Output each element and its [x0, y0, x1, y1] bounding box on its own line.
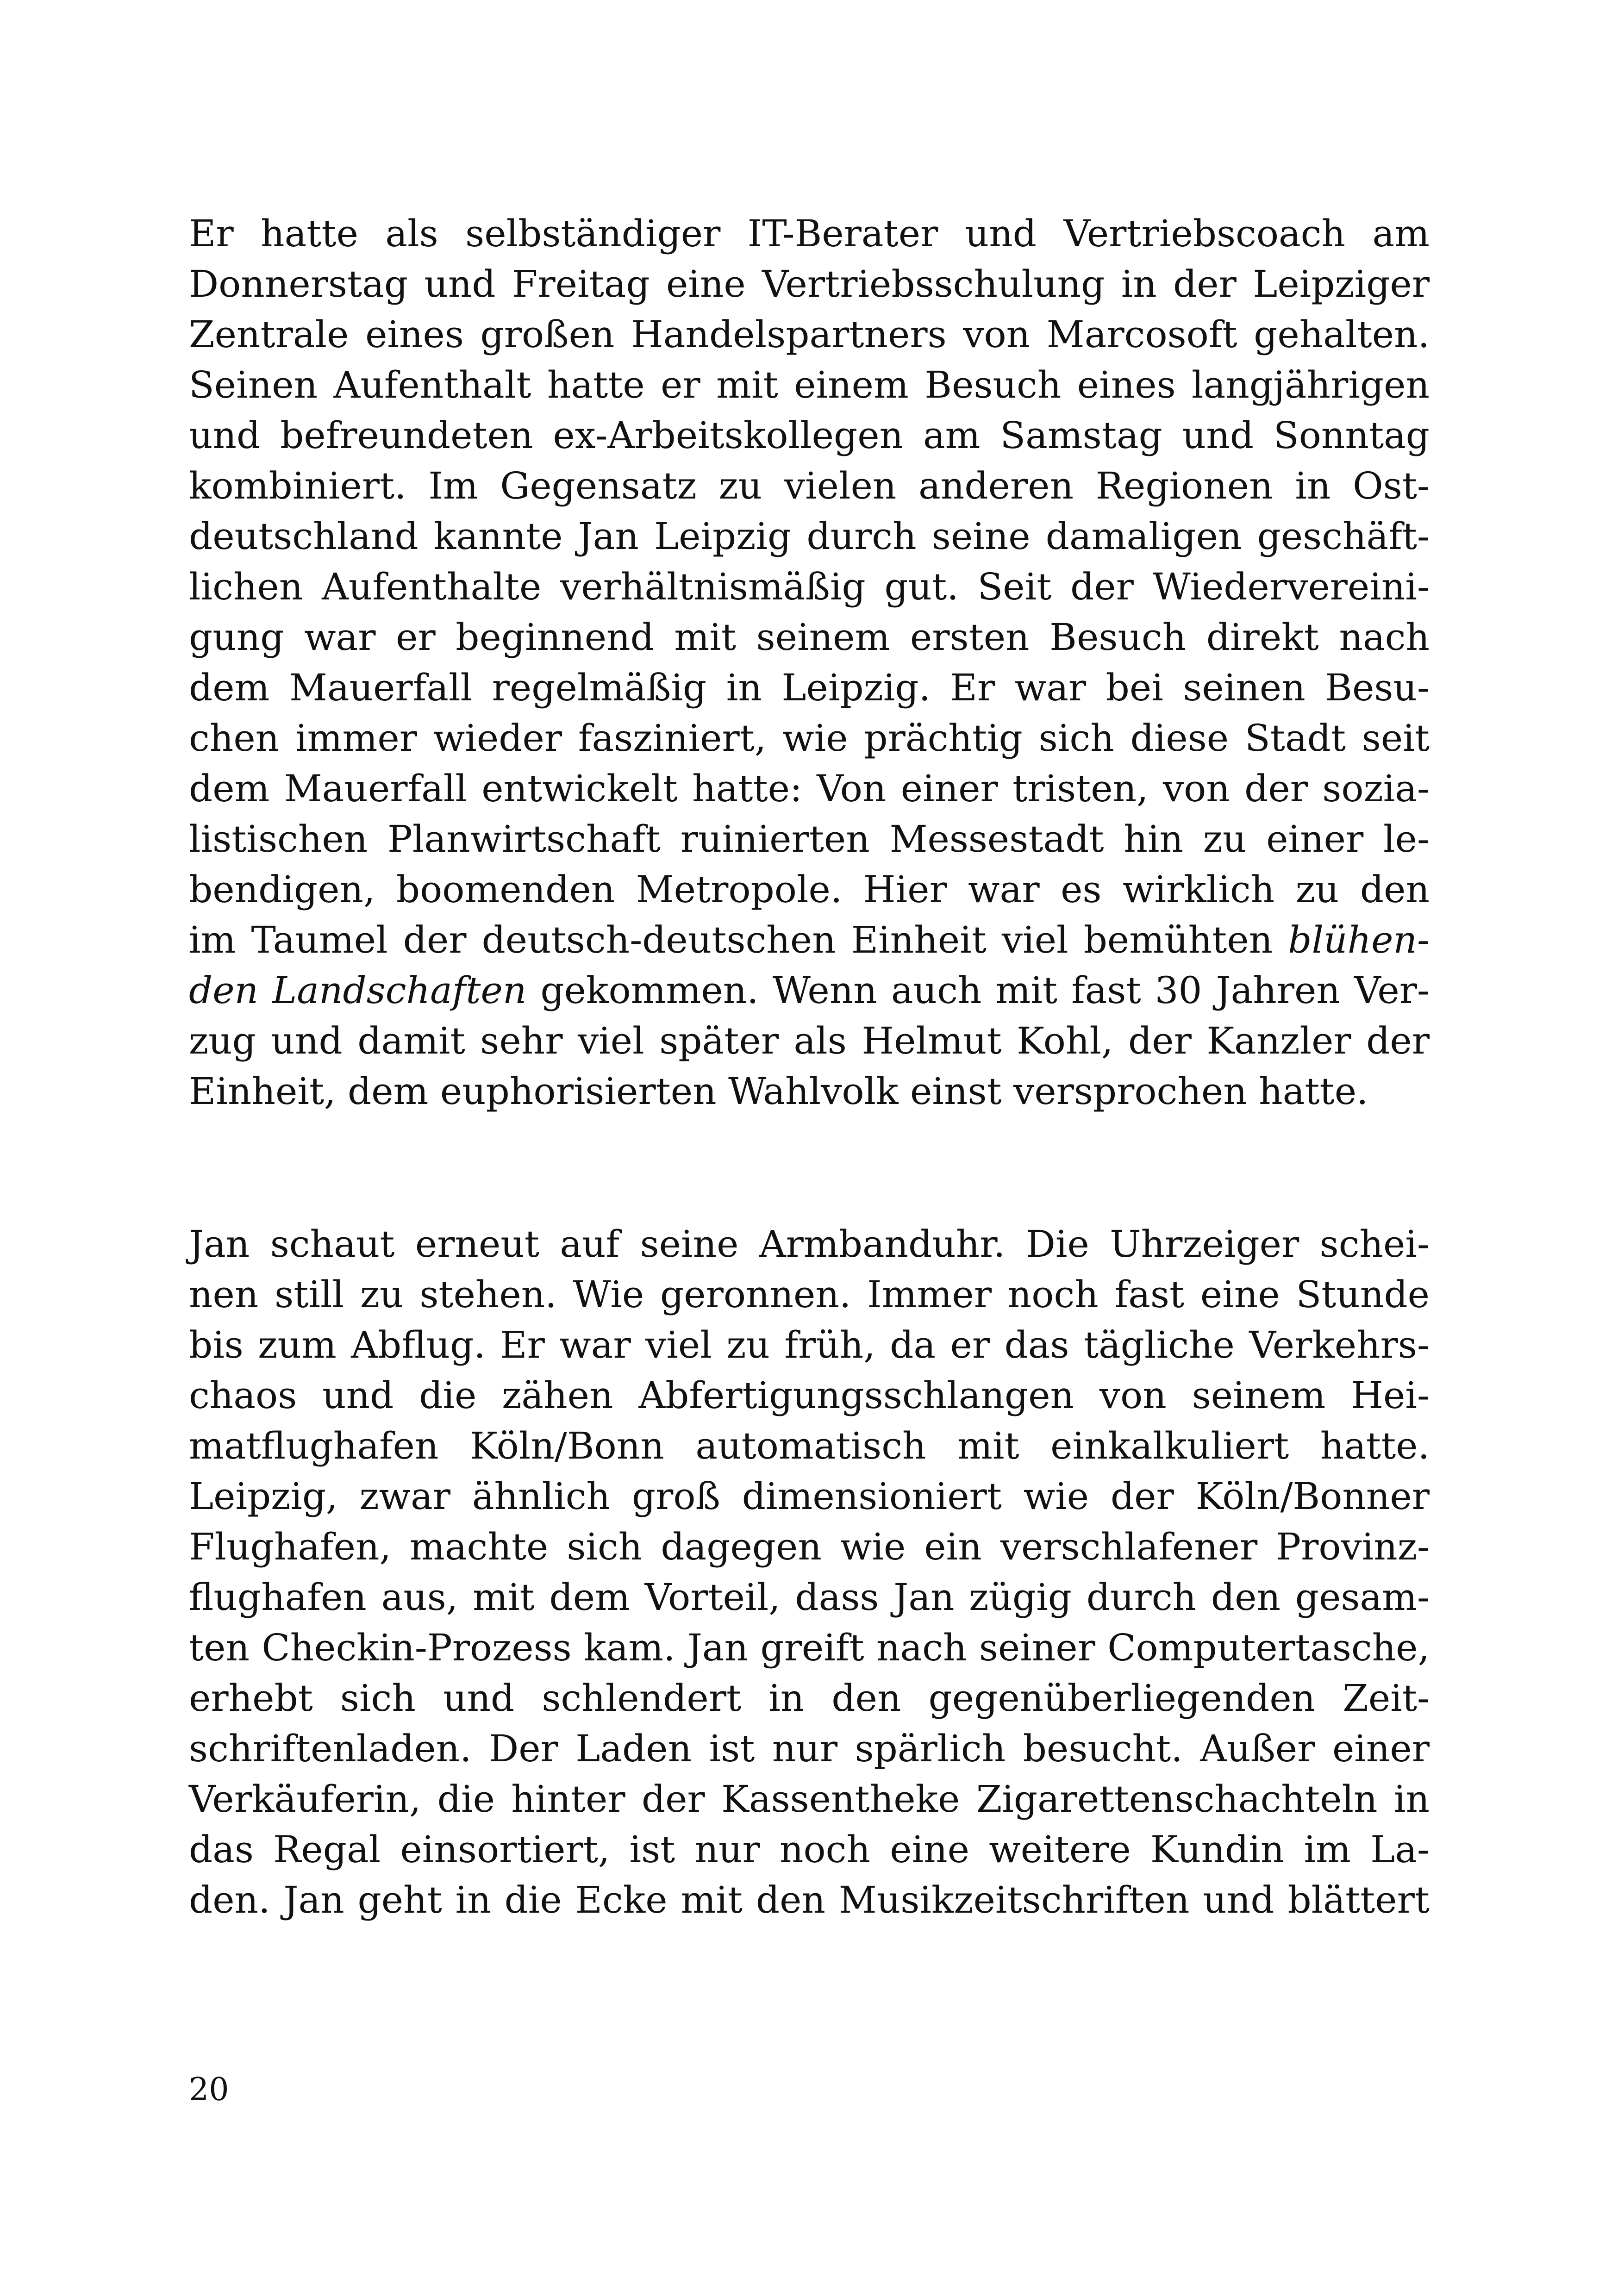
- text-line: [189, 1016, 1430, 1066]
- text-line: [189, 461, 1430, 511]
- text-line: [189, 1320, 1430, 1370]
- text-line: [189, 713, 1430, 763]
- text-segment: bendigen, boomenden Metropole. Hier war es wirklich zu den: [189, 868, 1430, 911]
- text-segment: den. Jan geht in die Ecke mit den Musikzeitschriften und blättert: [189, 1878, 1430, 1921]
- text-line: [189, 864, 1430, 915]
- text-line: [189, 259, 1430, 309]
- text-segment: gekommen. Wenn auch mit fast 30 Jahren Ver-: [526, 969, 1430, 1012]
- text-line: [189, 1824, 1430, 1875]
- text-segment: ten Checkin-Prozess kam. Jan greift nach seiner Computertasche,: [189, 1626, 1430, 1669]
- italic-text: blühen-: [1288, 918, 1430, 961]
- text-line: [189, 208, 1430, 259]
- text-line: [189, 561, 1430, 612]
- text-line: [189, 309, 1430, 360]
- text-segment: gung war er beginnend mit seinem ersten Besuch direkt nach: [189, 616, 1430, 659]
- text-segment: das Regal einsortiert, ist nur noch eine weitere Kundin im La-: [189, 1828, 1430, 1871]
- text-segment: und befreundeten ex-Arbeitskollegen am Samstag und Sonntag: [189, 414, 1430, 457]
- text-segment: Verkäuferin, die hinter der Kassentheke Zigarettenschachteln in: [189, 1777, 1430, 1821]
- text-line: [189, 763, 1430, 814]
- text-line: [189, 1421, 1430, 1471]
- text-segment: Er hatte als selbständiger IT-Berater und Vertriebscoach am: [189, 212, 1430, 255]
- text-segment: dem Mauerfall entwickelt hatte: Von einer tristen, von der sozia-: [189, 767, 1430, 810]
- text-line: [189, 965, 1430, 1016]
- text-line: [189, 410, 1430, 461]
- text-line: [189, 1269, 1430, 1320]
- text-segment: flughafen aus, mit dem Vorteil, dass Jan zügig durch den gesam-: [189, 1576, 1430, 1619]
- text-segment: Zentrale eines großen Handelspartners von Marcosoft gehalten.: [189, 313, 1430, 356]
- text-line: [189, 915, 1430, 965]
- page-number: 20: [189, 2071, 229, 2108]
- text-line: [189, 1723, 1430, 1774]
- text-line: [189, 360, 1430, 410]
- paragraph-1: [189, 208, 1430, 1116]
- text-line: [189, 612, 1430, 662]
- text-line: [189, 1219, 1430, 1269]
- text-segment: chaos und die zähen Abfertigungsschlangen von seinem Hei-: [189, 1374, 1430, 1417]
- text-line: [189, 1622, 1430, 1673]
- italic-text: den Landschaften: [189, 969, 527, 1012]
- text-segment: deutschland kannte Jan Leipzig durch seine damaligen geschäft-: [189, 515, 1430, 558]
- text-segment: bis zum Abflug. Er war viel zu früh, da er das tägliche Verkehrs-: [189, 1323, 1430, 1366]
- text-segment: Jan schaut erneut auf seine Armbanduhr. Die Uhrzeiger schei-: [189, 1222, 1430, 1266]
- text-segment: schriftenladen. Der Laden ist nur spärlich besucht. Außer einer: [189, 1727, 1430, 1770]
- text-segment: matflughafen Köln/Bonn automatisch mit einkalkuliert hatte.: [189, 1424, 1430, 1467]
- text-segment: Leipzig, zwar ähnlich groß dimensioniert wie der Köln/Bonner: [189, 1475, 1430, 1518]
- text-segment: lichen Aufenthalte verhältnismäßig gut. Seit der Wiedervereini-: [189, 565, 1430, 608]
- text-segment: im Taumel der deutsch-deutschen Einheit viel bemühten: [189, 918, 1288, 961]
- text-segment: listischen Planwirtschaft ruinierten Messestadt hin zu einer le-: [189, 817, 1430, 861]
- text-line: [189, 814, 1430, 864]
- text-segment: Donnerstag und Freitag eine Vertriebsschulung in der Leipziger: [189, 262, 1430, 306]
- text-line: [189, 1522, 1430, 1572]
- text-segment: Seinen Aufenthalt hatte er mit einem Besuch eines langjährigen: [189, 363, 1430, 406]
- text-line: [189, 1471, 1430, 1522]
- text-line: [189, 511, 1430, 561]
- text-segment: Einheit, dem euphorisierten Wahlvolk einst versprochen hatte.: [189, 1070, 1368, 1113]
- text-segment: kombiniert. Im Gegensatz zu vielen anderen Regionen in Ost-: [189, 464, 1430, 507]
- text-segment: dem Mauerfall regelmäßig in Leipzig. Er war bei seinen Besu-: [189, 666, 1430, 709]
- text-line: [189, 1774, 1430, 1824]
- text-segment: erhebt sich und schlendert in den gegenüberliegenden Zeit-: [189, 1677, 1430, 1720]
- paragraph-2: [189, 1219, 1430, 1925]
- text-segment: chen immer wieder fasziniert, wie prächtig sich diese Stadt seit: [189, 717, 1430, 760]
- text-line: [189, 662, 1430, 713]
- text-segment: zug und damit sehr viel später als Helmut Kohl, der Kanzler der: [189, 1019, 1430, 1062]
- text-line: [189, 1673, 1430, 1723]
- text-segment: Flughafen, machte sich dagegen wie ein verschlafener Provinz-: [189, 1525, 1430, 1568]
- text-line: [189, 1066, 1430, 1116]
- text-segment: nen still zu stehen. Wie geronnen. Immer noch fast eine Stunde: [189, 1273, 1430, 1316]
- text-line: [189, 1370, 1430, 1421]
- text-line: [189, 1572, 1430, 1622]
- text-line: [189, 1875, 1430, 1925]
